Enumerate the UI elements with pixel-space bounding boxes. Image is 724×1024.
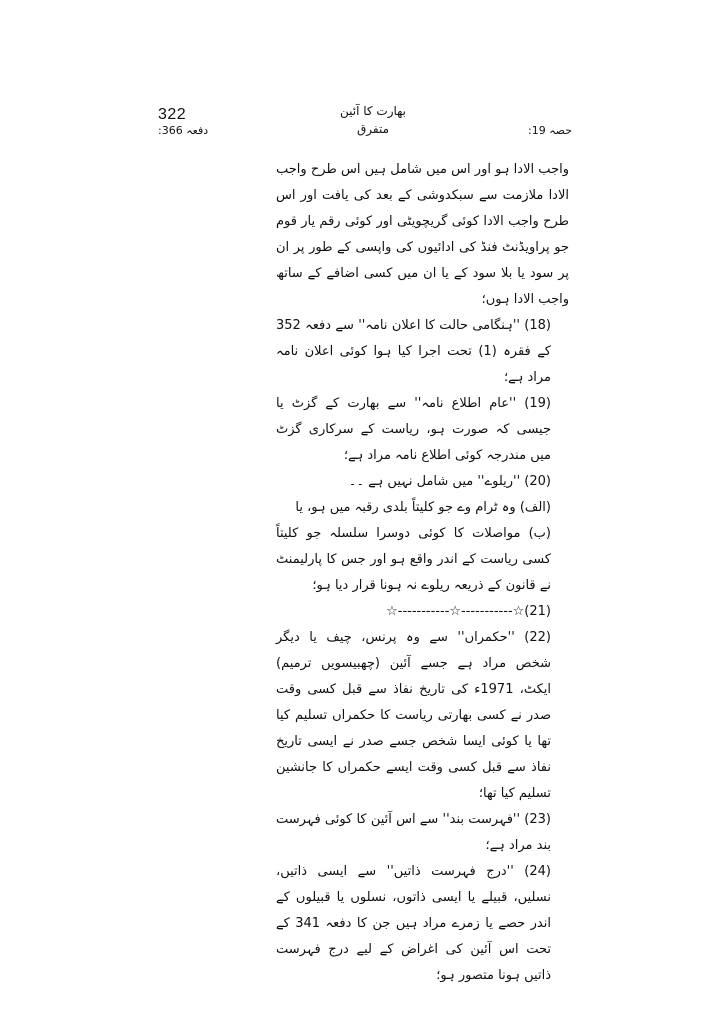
part-reference: حصہ 19: <box>528 124 572 137</box>
clause-22: (22) ''حکمراں'' سے وہ پرنس، چیف یا دیگر شخص مراد ہے جسے آئین (چھبیسویں ترمیم) ایکٹ، 1971ء کی تاریخ نفاذ سے قبل کسی وقت صدر نے کسی بھارتی ریاست کا حکمراں تسلیم کیا تھا یا کوئی ایسا شخص جسے صدر نے ایسی تاریخ نفاذ سے قبل کسی وقت ایسے حکمراں کا جانشین تسلیم کیا تھا؛ <box>276 630 551 801</box>
article-reference: دفعہ 366: <box>158 124 209 137</box>
clause-24: (24) ''درج فہرست ذاتیں'' سے ایسی ذاتیں، نسلیں، قبیلے یا ایسی ذاتوں، نسلوں یا قبیلوں کے اندر حصے یا زمرے مراد ہیں جن کا دفعہ 341 کے تحت اس آئین کی اغراض کے لیے درج فہرست ذاتیں ہونا متصور ہو؛ <box>276 864 551 983</box>
section-name: متفرق <box>356 122 390 136</box>
page-number: 322 <box>158 106 187 123</box>
clause-20b: (ب) مواصلات کا کوئی دوسرا سلسلہ جو کلیتاً کسی ریاست کے اندر واقع ہو اور جس کا پارلیمنٹ نے قانون کے ذریعہ ریلوے نہ ہونا قرار دیا ہو؛ <box>276 526 551 593</box>
clause-20a: (الف) وہ ٹرام وے جو کلیتاً بلدی رقبہ میں ہو، یا <box>295 500 551 515</box>
body-text <box>276 157 569 989</box>
clause-18: (18) ''ہنگامی حالت کا اعلان نامہ'' سے دفعہ 352 کے فقرہ (1) تحت اجرا کیا ہوا کوئی اعلان نامہ مراد ہے؛ <box>276 318 551 385</box>
clause-23: (23) ''فہرست بند'' سے اس آئین کا کوئی فہرست بند مراد ہے؛ <box>276 812 551 853</box>
clause-19: (19) ''عام اطلاع نامہ'' سے بھارت کے گزٹ یا جیسی کہ صورت ہو، ریاست کے سرکاری گزٹ میں مندرجہ کوئی اطلاع نامہ مراد ہے؛ <box>276 396 551 463</box>
clause-21: (21)☆-----------☆-----------☆ <box>386 604 551 619</box>
clause-20: (20) ''ریلوے'' میں شامل نہیں ہے ۔۔ <box>348 474 551 489</box>
book-title: بھارت کا آئین <box>339 104 407 118</box>
intro-paragraph: واجب الادا ہو اور اس میں شامل ہیں اس طرح واجب الادا ملازمت سے سبکدوشی کے بعد کی یافت اور اس طرح واجب الادا کوئی گریچویٹی اور کوئی رقم یار قوم جو پراویڈنٹ فنڈ کی ادائیوں کی واپسی کے طور پر ان پر سود یا بلا سود کے یا ان میں کسی اضافے کے ساتھ واجب الادا ہوں؛ <box>276 162 569 307</box>
